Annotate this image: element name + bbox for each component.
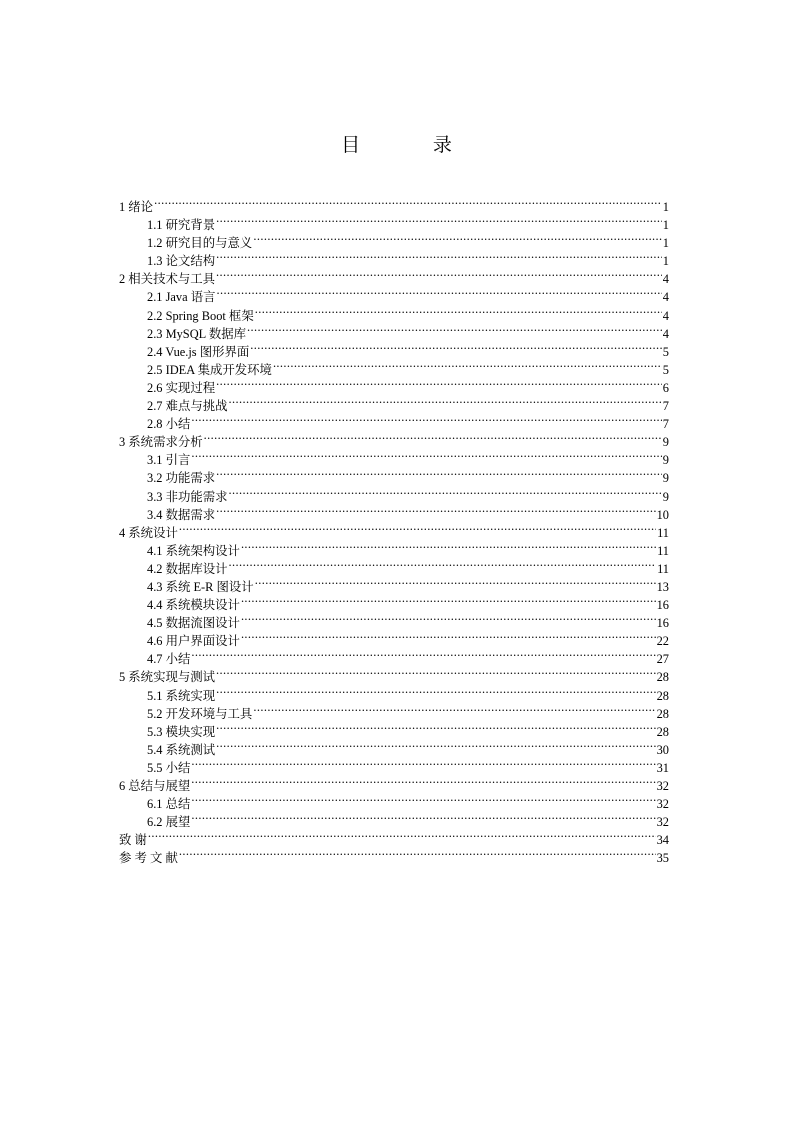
toc-entry-label: 2.7 难点与挑战	[147, 399, 228, 414]
toc-leader-dots	[216, 718, 655, 736]
toc-subentry[interactable]	[119, 464, 669, 486]
toc-entry-label: 4.2 数据库设计	[147, 561, 228, 576]
toc-page-number: 31	[656, 760, 669, 775]
toc-leader-dots	[191, 754, 655, 772]
toc-page-number: 4	[662, 308, 669, 323]
toc-page-number: 32	[656, 779, 669, 793]
toc-entry[interactable]	[119, 826, 669, 848]
toc-leader-dots	[229, 555, 657, 573]
toc-leader-dots	[191, 808, 655, 826]
toc-page-number: 16	[656, 616, 669, 631]
toc-page-number: 11	[657, 525, 669, 540]
toc-entry-label: 2.8 小结	[147, 417, 191, 432]
toc-entry-label: 2.6 实现过程	[147, 380, 216, 395]
toc-leader-dots	[216, 265, 662, 283]
toc-leader-dots	[179, 844, 656, 862]
toc-entry-label: 1.2 研究目的与意义	[147, 236, 253, 251]
toc-leader-dots	[179, 519, 656, 537]
toc-entry-label: 致 谢	[119, 833, 147, 848]
toc-page-number: 30	[656, 742, 669, 757]
toc-page-number: 6	[662, 380, 669, 395]
toc-subentry[interactable]	[119, 645, 669, 667]
toc-leader-dots	[191, 772, 655, 790]
toc-subentry[interactable]	[119, 790, 669, 812]
toc-page-number: 9	[662, 453, 669, 468]
toc-leader-dots	[229, 483, 662, 501]
toc-subentry[interactable]	[119, 754, 669, 775]
toc-entry-label: 3.1 引言	[147, 453, 191, 468]
toc-entry-label: 2.2 Spring Boot 框架	[147, 308, 254, 323]
toc-entry-label: 4.5 数据流图设计	[147, 616, 240, 631]
toc-page-number: 4	[662, 326, 669, 341]
toc-page-number: 11	[657, 543, 669, 558]
toc-page-number: 10	[656, 507, 669, 522]
toc-entry-label: 2 相关技术与工具	[119, 272, 216, 287]
toc-page-number: 22	[656, 634, 669, 649]
toc-entry[interactable]	[119, 772, 669, 793]
toc-entry[interactable]	[119, 519, 669, 540]
toc-entry-label: 2.1 Java 语言	[147, 290, 216, 305]
toc-page-number: 1	[662, 236, 669, 251]
toc-page-number: 28	[656, 724, 669, 739]
toc-leader-dots	[253, 700, 655, 718]
toc-leader-dots	[216, 663, 656, 681]
toc-entry[interactable]	[119, 428, 669, 450]
toc-entry-label: 2.4 Vue.js 图形界面	[147, 344, 250, 359]
toc-entry-label: 3.3 非功能需求	[147, 489, 228, 504]
toc-entry-label: 6.2 展望	[147, 815, 191, 830]
toc-leader-dots	[255, 302, 662, 320]
toc-entry-label: 4.1 系统架构设计	[147, 543, 240, 558]
toc-entry-label: 参 考 文 献	[119, 851, 178, 866]
toc-leader-dots	[216, 247, 662, 265]
toc-leader-dots	[148, 826, 656, 844]
toc-page-number: 28	[656, 670, 669, 685]
toc-entry-label: 4.4 系统模块设计	[147, 598, 240, 613]
toc-entry-label: 5.4 系统测试	[147, 742, 216, 757]
toc-entry-label: 5 系统实现与测试	[119, 670, 216, 685]
toc-entry[interactable]	[119, 193, 669, 214]
toc-subentry[interactable]	[119, 446, 669, 468]
toc-subentry[interactable]	[119, 410, 669, 432]
toc-entry-label: 5.1 系统实现	[147, 688, 216, 703]
toc-page-number: 1	[662, 218, 669, 233]
toc-leader-dots	[154, 193, 662, 211]
toc-leader-dots	[229, 392, 662, 410]
toc-leader-dots	[247, 320, 662, 338]
toc-entry-label: 5.5 小结	[147, 760, 191, 775]
toc-leader-dots	[204, 428, 662, 446]
toc-leader-dots	[273, 356, 662, 374]
toc-leader-dots	[241, 609, 656, 627]
toc-leader-dots	[216, 464, 662, 482]
toc-page-number: 34	[656, 833, 669, 848]
toc-page-number: 9	[662, 489, 669, 504]
toc-leader-dots	[241, 627, 656, 645]
toc-entry-label: 3.2 功能需求	[147, 471, 216, 486]
toc-entry-label: 6.1 总结	[147, 797, 191, 812]
toc-leader-dots	[241, 591, 656, 609]
toc-entry-label: 4 系统设计	[119, 525, 178, 540]
page-title: 目 录	[341, 135, 486, 156]
toc-page-number: 32	[656, 815, 669, 830]
toc-leader-dots	[216, 682, 655, 700]
toc-entry[interactable]	[119, 844, 669, 866]
toc-leader-dots	[250, 338, 662, 356]
toc-entry-label: 3 系统需求分析	[119, 435, 203, 450]
toc-page-number: 35	[656, 851, 669, 866]
toc-subentry[interactable]	[119, 211, 669, 233]
toc-entry-label: 4.3 系统 E-R 图设计	[147, 579, 254, 594]
toc-entry-label: 4.7 小结	[147, 652, 191, 667]
toc-page-number: 28	[656, 688, 669, 703]
toc-page-number: 1	[662, 254, 669, 269]
toc-page-number: 28	[656, 706, 669, 721]
toc-entry-label: 5.3 模块实现	[147, 724, 216, 739]
toc-page-number: 32	[656, 797, 669, 812]
toc-page-number: 1	[662, 200, 669, 214]
toc-leader-dots	[191, 645, 655, 663]
toc-leader-dots	[216, 283, 661, 301]
toc-leader-dots	[191, 410, 661, 428]
toc-entry[interactable]	[119, 663, 669, 685]
toc-page-number: 5	[662, 362, 669, 377]
toc-leader-dots	[253, 229, 661, 247]
toc-leader-dots	[191, 446, 661, 464]
toc-leader-dots	[216, 501, 655, 519]
toc-entry-label: 5.2 开发环境与工具	[147, 706, 253, 721]
toc-entry-label: 3.4 数据需求	[147, 507, 216, 522]
toc-page-number: 16	[656, 598, 669, 613]
toc-page-number: 7	[662, 399, 669, 414]
toc-page-number: 9	[662, 471, 669, 486]
toc-entry-label: 6 总结与展望	[119, 779, 191, 793]
toc-page-number: 5	[662, 344, 669, 359]
toc-subentry[interactable]	[119, 808, 669, 830]
toc-entry-label: 2.3 MySQL 数据库	[147, 326, 247, 341]
toc-entry-label: 1 绪论	[119, 200, 154, 214]
toc-leader-dots	[216, 374, 662, 392]
toc-page-number: 13	[656, 579, 669, 594]
toc-leader-dots	[191, 790, 655, 808]
toc-entry-label: 1.1 研究背景	[147, 218, 216, 233]
toc-page-number: 4	[662, 272, 669, 287]
toc-leader-dots	[216, 736, 655, 754]
toc-leader-dots	[255, 573, 656, 591]
toc-leader-dots	[216, 211, 662, 229]
toc-page-number: 9	[662, 435, 669, 450]
toc-entry-label: 2.5 IDEA 集成开发环境	[147, 362, 272, 377]
toc-page-number: 4	[662, 290, 669, 305]
toc-subentry[interactable]	[119, 537, 669, 558]
table-of-contents	[119, 193, 669, 866]
toc-page-number: 7	[662, 417, 669, 432]
toc-leader-dots	[241, 537, 656, 555]
toc-page-number: 11	[657, 561, 669, 576]
toc-entry-label: 4.6 用户界面设计	[147, 634, 240, 649]
toc-entry-label: 1.3 论文结构	[147, 254, 216, 269]
toc-page-number: 27	[656, 652, 669, 667]
